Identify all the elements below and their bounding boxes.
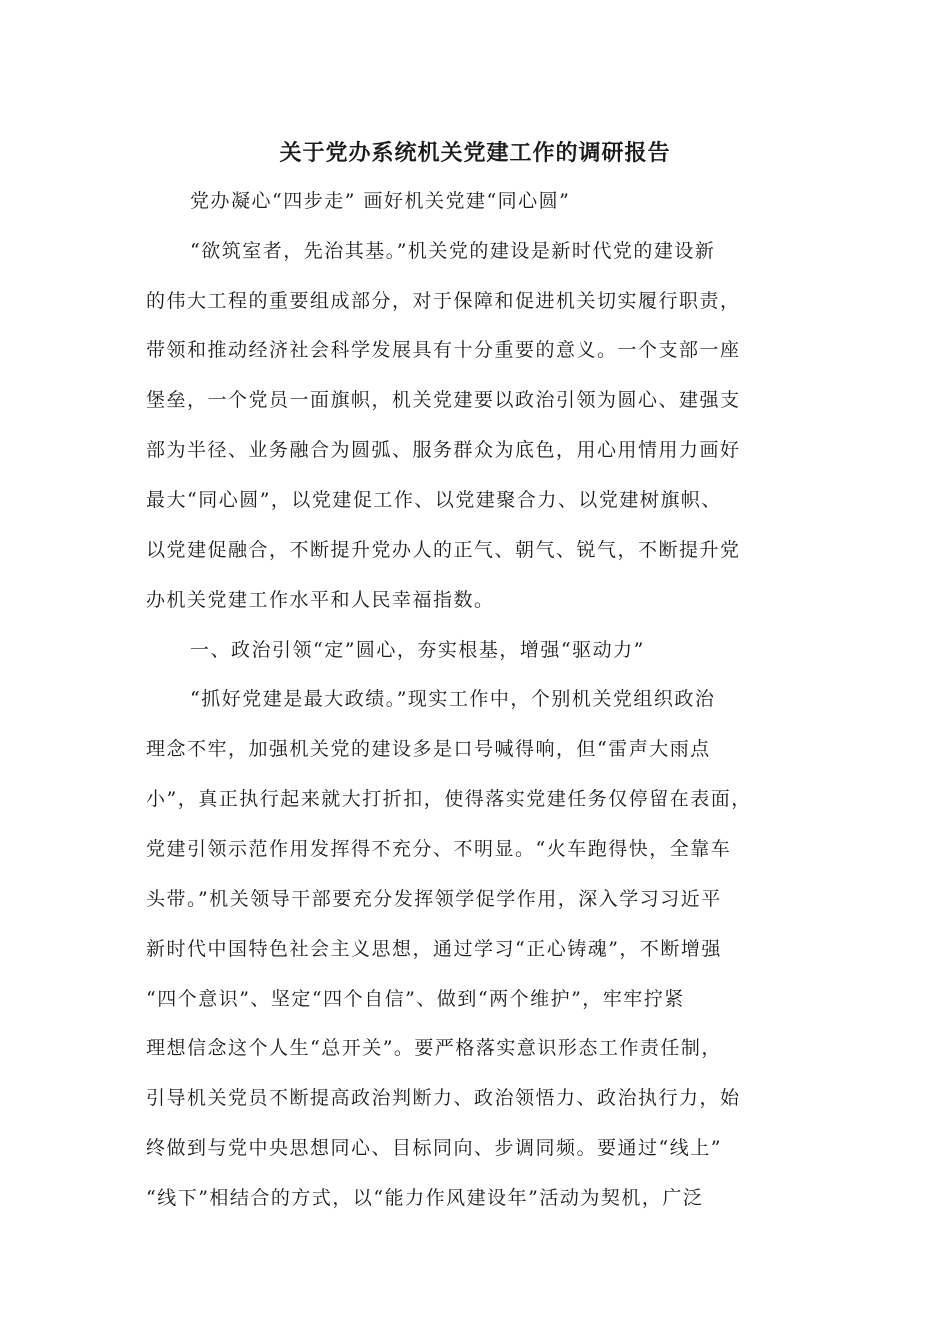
subtitle-line: 党办凝心“四步走” 画好机关党建“同心圆” bbox=[190, 190, 571, 212]
paragraph-line: 堡垒，一个党员一面旗帜，机关党建要以政治引领为圆心、建强支 bbox=[146, 389, 741, 411]
paragraph-line: 理想信念这个人生“总开关”。要严格落实意识形态工作责任制， bbox=[146, 1037, 722, 1059]
paragraph-line: 部为半径、业务融合为圆弧、服务群众为底色，用心用情用力画好 bbox=[146, 439, 741, 461]
section-heading: 一、政治引领“定”圆心，夯实根基，增强“驱动力” bbox=[190, 639, 645, 661]
paragraph-line: 终做到与党中央思想同心、目标同向、步调同频。要通过“线上” bbox=[146, 1137, 722, 1159]
paragraph-line: 新时代中国特色社会主义思想，通过学习“正心铸魂”，不断增强 bbox=[146, 938, 722, 960]
paragraph-line: 办机关党建工作水平和人民幸福指数。 bbox=[146, 589, 495, 611]
paragraph-line: 以党建促融合，不断提升党办人的正气、朝气、锐气，不断提升党 bbox=[146, 539, 741, 561]
paragraph-line: “线下”相结合的方式，以“能力作风建设年”活动为契机，广泛 bbox=[146, 1187, 704, 1209]
paragraph-line: 引导机关党员不断提高政治判断力、政治领悟力、政治执行力，始 bbox=[146, 1087, 741, 1109]
paragraph-line: 小”，真正执行起来就大打折扣，使得落实党建任务仅停留在表面， bbox=[146, 788, 752, 810]
paragraph-line: 带领和推动经济社会科学发展具有十分重要的意义。一个支部一座 bbox=[146, 339, 741, 361]
paragraph-line: “欲筑室者，先治其基。”机关党的建设是新时代党的建设新 bbox=[190, 240, 716, 262]
paragraph-line: 党建引领示范作用发挥得不充分、不明显。“火车跑得快，全靠车 bbox=[146, 838, 732, 860]
paragraph-line: “抓好党建是最大政绩。”现实工作中，个别机关党组织政治 bbox=[190, 688, 716, 710]
document-title: 关于党办系统机关党建工作的调研报告 bbox=[279, 140, 671, 166]
paragraph-line: 最大“同心圆”，以党建促工作、以党建聚合力、以党建树旗帜、 bbox=[146, 489, 722, 511]
paragraph-line: 头带。”机关领导干部要充分发挥领学促学作用，深入学习习近平 bbox=[146, 888, 722, 910]
paragraph-line: 的伟大工程的重要组成部分，对于保障和促进机关切实履行职责， bbox=[146, 290, 741, 312]
paragraph-line: 理念不牢，加强机关党的建设多是口号喊得响，但“雷声大雨点 bbox=[146, 738, 711, 760]
paragraph-line: “四个意识”、坚定“四个自信”、做到“两个维护”，牢牢拧紧 bbox=[146, 988, 685, 1010]
